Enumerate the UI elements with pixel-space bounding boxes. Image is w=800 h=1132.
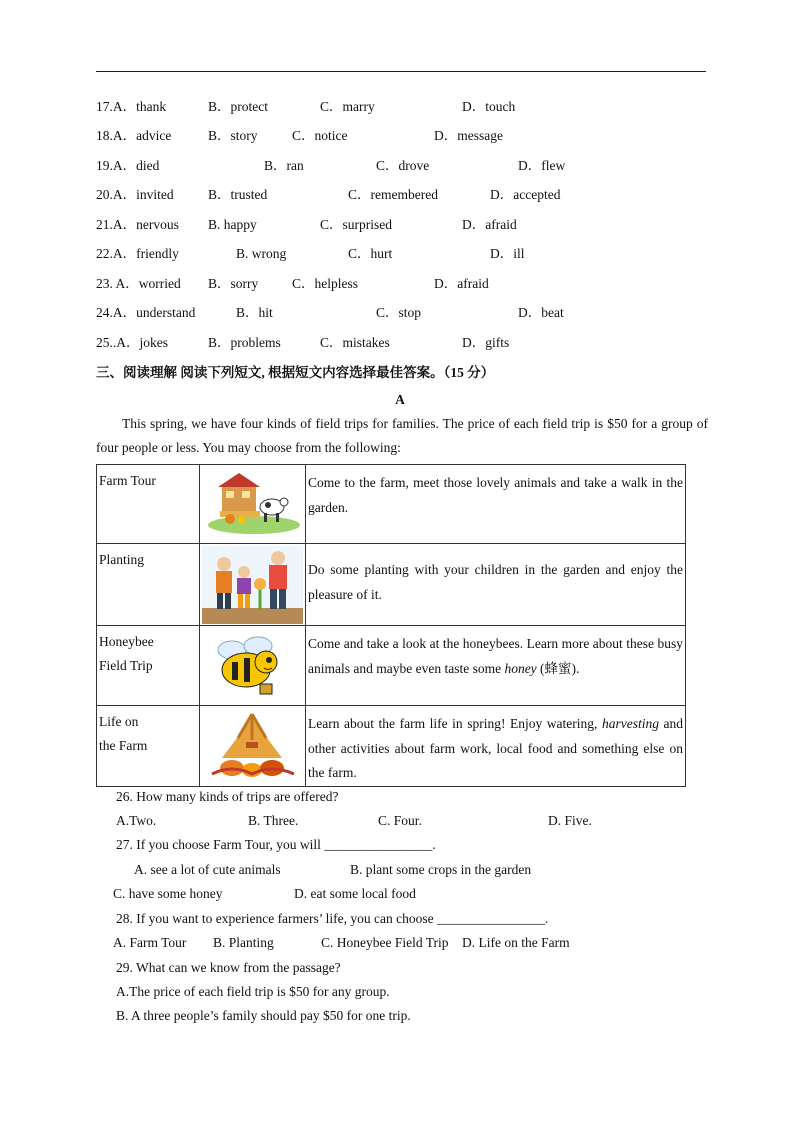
trip-row-honeybee (97, 626, 686, 706)
choice-row-23: 23. A．worried B．sorry C．helpless D．afraid (96, 276, 489, 291)
option-26b: B. Three. (248, 813, 299, 828)
trip-row-life-on-farm (97, 706, 686, 787)
choice-row-21: 21.A．nervous B. happy C．surprised D．afraid (96, 217, 517, 232)
option-26c: C. Four. (378, 813, 422, 828)
option-27b: B. plant some crops in the garden (350, 862, 532, 877)
trip-desc: Come to the farm, meet those lovely animals and take a walk in the garden. (306, 465, 686, 544)
choice-row-25: 25..A．jokes B．problems C．mistakes D．gifts (96, 335, 510, 350)
question-29: 29. What can we know from the passage? (116, 960, 341, 975)
option-26a: A.Two. (116, 813, 157, 828)
harvest-illustration (202, 708, 303, 784)
header-rule (96, 71, 706, 72)
choice-row-18: 18.A．advice B．story C．notice D．message (96, 128, 503, 143)
option-28b: B. Planting (213, 935, 274, 950)
trip-name: Honeybee Field Trip (97, 626, 200, 706)
trips-table (96, 464, 686, 787)
intro-paragraph: This spring, we have four kinds of field trips for families. The price of each field trip is $50 for a group of four people or less. You may choose from the following: (96, 416, 708, 455)
question-28: 28. If you want to experience farmers’ life, you can choose ________________. (116, 911, 549, 926)
option-28a: A. Farm Tour (113, 935, 187, 950)
question-26: 26. How many kinds of trips are offered? (116, 789, 339, 804)
option-27c: C. have some honey (113, 886, 223, 901)
planting-illustration (202, 546, 303, 623)
trip-name: Planting (97, 544, 200, 626)
question-27: 27. If you choose Farm Tour, you will ________________. (116, 837, 436, 852)
trip-desc: Do some planting with your children in the garden and enjoy the pleasure of it. (306, 544, 686, 626)
choice-row-24: 24.A．understand B．hit C．stop D．beat (96, 305, 564, 320)
trip-desc: Come and take a look at the honeybees. Learn more about these busy animals and maybe even taste some honey (蜂蜜). (306, 626, 686, 706)
trip-desc: Learn about the farm life in spring! Enjoy watering, harvesting and other activities about farm work, local food and something else on the farm. (306, 706, 686, 787)
trip-row-farm-tour (97, 465, 686, 544)
choice-row-19: 19.A．died B．ran C．drove D．flew (96, 158, 566, 173)
choice-row-22: 22.A．friendly B. wrong C．hurt D．ill (96, 246, 525, 261)
option-26d: D. Five. (548, 813, 592, 828)
choice-row-20: 20.A．invited B．trusted C．remembered D．accepted (96, 187, 561, 202)
passage-label: A (395, 392, 405, 407)
option-29b: B. A three people’s family should pay $50 for one trip. (116, 1008, 411, 1023)
trip-row-planting (97, 544, 686, 626)
option-29a: A.The price of each field trip is $50 for any group. (116, 984, 390, 999)
option-27d: D. eat some local food (294, 886, 416, 901)
section-title: 三、阅读理解 阅读下列短文, 根据短文内容选择最佳答案。（15 分） (96, 365, 495, 380)
honeybee-illustration (202, 628, 303, 703)
option-27a: A. see a lot of cute animals (134, 862, 281, 877)
option-28c: C. Honeybee Field Trip (321, 935, 449, 950)
choice-row-17: 17.A．thank B．protect C．marry D．touch (96, 99, 516, 114)
trip-name: Farm Tour (97, 465, 200, 544)
option-28d: D. Life on the Farm (462, 935, 570, 950)
trip-name: Life on the Farm (97, 706, 200, 787)
farm-tour-illustration (202, 467, 303, 541)
